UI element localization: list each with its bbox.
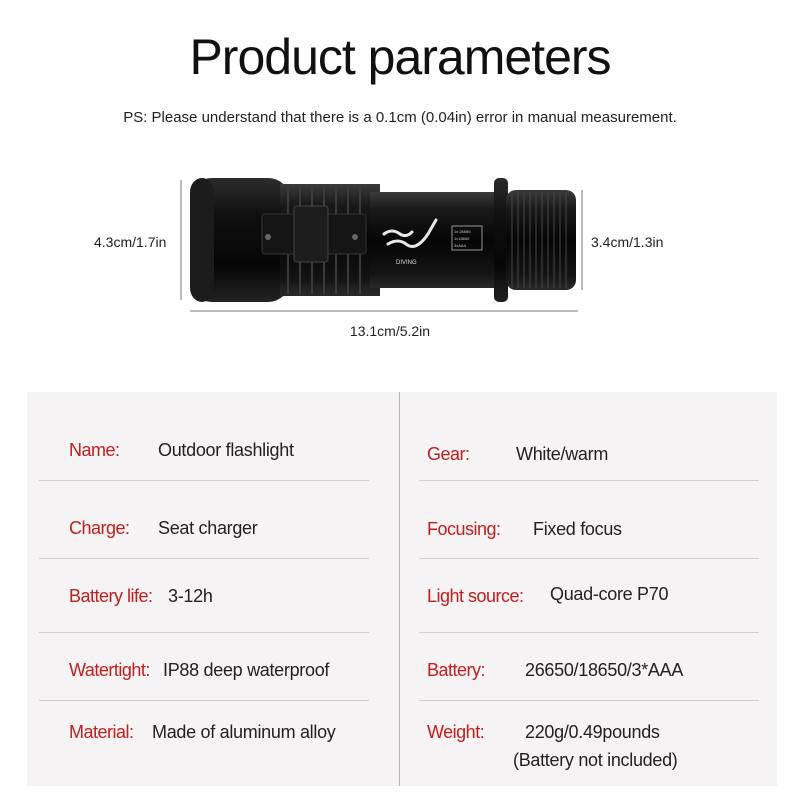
tail-collar: [494, 178, 508, 302]
spec-label-weight: Weight:: [427, 722, 485, 742]
spec-value-focusing: Fixed focus: [533, 519, 622, 539]
spec-label-material: Material:: [69, 722, 134, 742]
spec-value-weight-note: (Battery not included): [513, 750, 678, 770]
spec-value-battery: 26650/18650/3*AAA: [525, 660, 684, 680]
spec-value-gear: White/warm: [516, 444, 609, 464]
battery-label-line: 1x 26650: [454, 229, 471, 234]
row-divider: [419, 632, 759, 633]
specs-table: [27, 392, 777, 786]
page-title: Product parameters: [189, 29, 611, 85]
product-image-area: [0, 160, 800, 360]
spec-label-battery: Battery:: [427, 660, 486, 680]
spec-value-charge: Seat charger: [158, 518, 258, 538]
row-divider: [39, 632, 369, 633]
switch-button: [294, 206, 328, 262]
battery-label-line: 3xAAA: [454, 243, 467, 248]
spec-value-battery-life: 3-12h: [168, 586, 213, 606]
spec-label-watertight: Watertight:: [69, 660, 150, 680]
tail-diameter-label: 3.4cm/1.3in: [591, 234, 664, 250]
battery-label-line: 1x18650: [454, 236, 470, 241]
flashlight-body: [370, 192, 500, 288]
spec-label-light-source: Light source:: [427, 586, 524, 606]
row-divider: [419, 480, 759, 481]
length-label: 13.1cm/5.2in: [349, 323, 431, 339]
spec-value-name: Outdoor flashlight: [158, 440, 294, 460]
head-diameter-label: 4.3cm/1.7in: [94, 234, 167, 250]
row-divider: [39, 558, 369, 559]
spec-label-name: Name:: [69, 440, 120, 460]
spec-value-weight: 220g/0.49pounds: [525, 722, 660, 742]
spec-value-material: Made of aluminum alloy: [152, 722, 336, 742]
spec-label-gear: Gear:: [427, 444, 470, 464]
brand-text: DIVING: [396, 260, 417, 266]
spec-label-focusing: Focusing:: [427, 519, 501, 539]
row-divider: [39, 480, 369, 481]
row-divider: [39, 700, 369, 701]
row-divider: [419, 558, 759, 559]
column-divider: [399, 392, 400, 786]
spec-label-battery-life: Battery life:: [69, 586, 153, 606]
spec-value-watertight: IP88 deep waterproof: [163, 660, 330, 680]
row-divider: [419, 700, 759, 701]
spec-value-light-source: Quad-core P70: [550, 584, 669, 604]
spec-label-charge: Charge:: [69, 518, 130, 538]
measurement-note: PS: Please understand that there is a 0.1cm (0.04in) error in manual measurement.: [123, 109, 677, 126]
